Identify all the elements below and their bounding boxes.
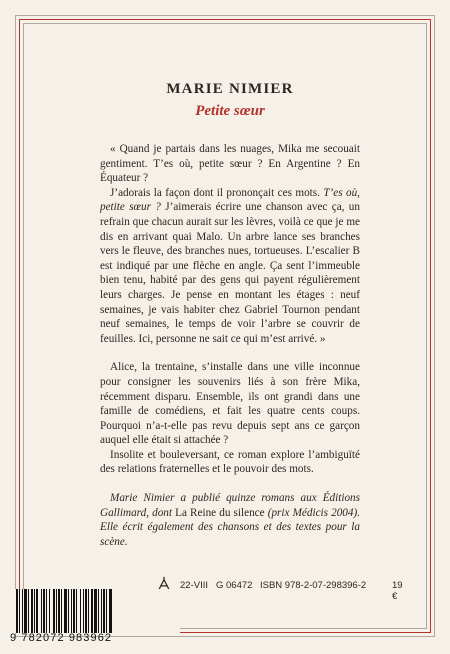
barcode-icon xyxy=(10,589,180,633)
barcode-bar xyxy=(58,589,60,633)
barcode-bar xyxy=(49,589,50,633)
barcode-digits: 9 782072 983962 xyxy=(10,632,113,644)
barcode-bar xyxy=(43,589,45,633)
barcode-bar xyxy=(106,589,107,633)
barcode-bar xyxy=(64,589,67,633)
barcode-bar xyxy=(76,589,77,633)
barcode-bar xyxy=(68,589,69,633)
paragraph-gap xyxy=(100,346,360,360)
barcode-bar xyxy=(16,589,18,633)
barcode-bar xyxy=(53,589,55,633)
barcode-bar xyxy=(61,589,62,633)
barcode-bar xyxy=(88,589,89,633)
quote-paragraph-2 xyxy=(100,186,360,347)
summary-paragraph-2: Insolite et bouleversant, ce roman explore l’ambiguïté des relations fraternelles et le pouvoir des mots. xyxy=(100,448,360,476)
barcode-bar xyxy=(41,589,42,633)
barcode-bar xyxy=(36,589,38,633)
barcode-bar xyxy=(103,589,105,633)
author-name: MARIE NIMIER xyxy=(166,81,294,97)
reference-code: G 06472 xyxy=(216,580,253,591)
isbn: ISBN 978-2-07-298396-2 xyxy=(260,580,367,591)
barcode-bar xyxy=(91,589,93,633)
author-bio xyxy=(100,491,360,549)
barcode-bar xyxy=(46,589,47,633)
summary-paragraph-1: Alice, la trentaine, s’installe dans une ville inconnue pour consigner les souvenirs liés à son frère Mika, récemment disparu. Ensemble, ils ont grandi dans une famille de comédiens, et fait les quatre cents coups. Pourquoi n’a-t-elle pas revu depuis sept ans ce garçon auquel elle était si attachée ? xyxy=(100,361,360,447)
paragraph-gap xyxy=(100,477,360,491)
book-title: Petite sœur xyxy=(195,103,265,119)
quote-paragraph-1: « Quand je partais dans les nuages, Mika me secouait gentiment. T’es où, petite sœur ? En Argentine ? En Équateur ? xyxy=(100,143,360,185)
barcode-bar xyxy=(19,589,20,633)
back-cover-text xyxy=(100,80,360,549)
barcode-bar xyxy=(94,589,97,633)
barcode-bar xyxy=(34,589,35,633)
barcode-bar xyxy=(109,589,112,633)
barcode-bar xyxy=(28,589,29,633)
barcode-bar xyxy=(83,589,84,633)
price: 19 € xyxy=(392,580,403,602)
catalog-code: 22-VIII xyxy=(180,580,208,591)
quote-text-emphasis: T’es où, petite sœur ? xyxy=(100,186,360,214)
barcode-bar xyxy=(31,589,33,633)
bio-text-start: Marie Nimier a publié quinze romans aux Éditions Gallimard, dont xyxy=(100,492,360,519)
quote-text-end: J’aimerais écrire une chanson avec ça, un refrain que chacun aurait sur les lèvres, voilà ce que je me dis en arrivant quai Malo. Un arbre lance ses branches vers le fleuve, des branches nues, tortueuses. L’escalier B est indiqué par une flèche en angle. Ça sent l’immeuble bien tenu, habité par des gens qui payent régulièrement leurs charges. Je pense en montant les étages : neuf semaines, je vais habiter chez Gabriel Tournon pendant neuf semaines, le temps de voir l’arbre se couvrir de feuilles. Ici, personne ne sait ce qui m’est arrivé. » xyxy=(100,201,360,345)
barcode-bar xyxy=(101,589,102,633)
barcode-bar xyxy=(71,589,72,633)
barcode-bar xyxy=(73,589,75,633)
barcode-bar xyxy=(56,589,57,633)
barcode-bar xyxy=(22,589,23,633)
bio-text-end: (prix Médicis 2004). Elle écrit également des chansons et des textes pour la scène. xyxy=(100,506,361,548)
barcode-bar xyxy=(80,589,81,633)
quote-text-start: J’adorais la façon dont il prononçait ces mots. xyxy=(110,186,324,199)
barcode-bar xyxy=(24,589,27,633)
barcode-bar xyxy=(98,589,99,633)
bio-book-title: La Reine du silence xyxy=(175,506,265,519)
barcode-bar xyxy=(85,589,87,633)
